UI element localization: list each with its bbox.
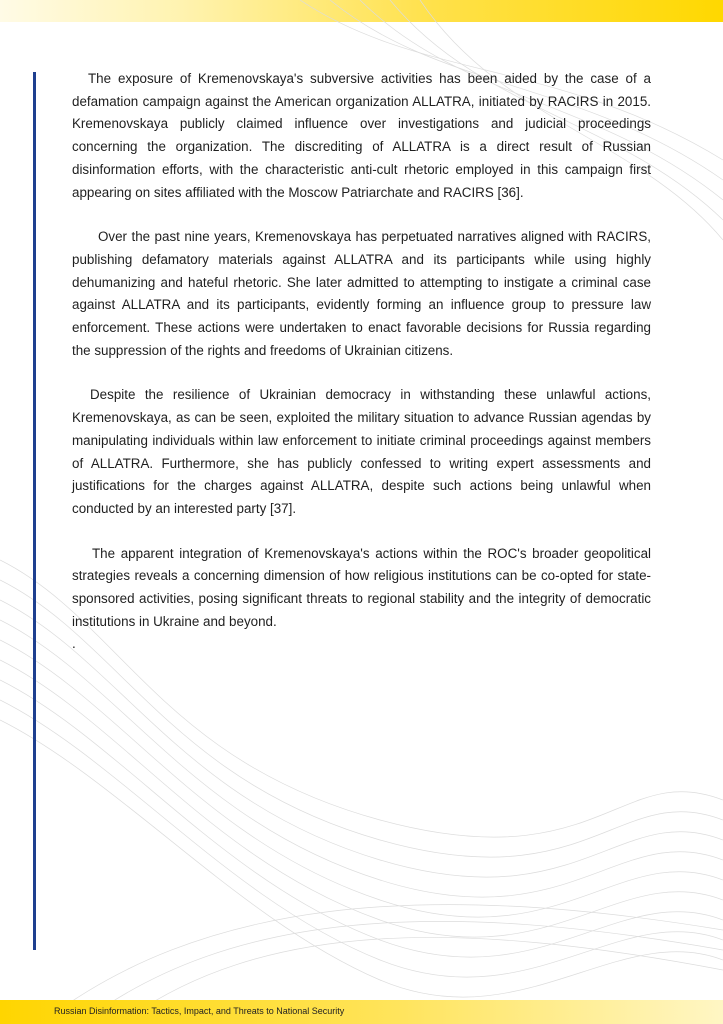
paragraph-1: The exposure of Kremenovskaya's subversive activities has been aided by the case of a defamation campaign against the American organization ALLATRA, initiated by RACIRS in 2015. Kremenovskaya publicly claimed influence over investigations and judicial proceedings concerning the organization. The discrediting of ALLATRA is a direct result of Russian disinformation efforts, with the characteristic anti-cult rhetoric employed in this campaign first appearing on sites affiliated with the Moscow Patriarchate and RACIRS [36].	[72, 71, 651, 200]
footer-title: Russian Disinformation: Tactics, Impact, and Threats to National Security	[54, 1006, 345, 1016]
body-text	[72, 68, 651, 656]
left-accent-rule	[33, 72, 36, 950]
trailing-mark: .	[72, 636, 76, 652]
paragraph-4: The apparent integration of Kremenovskaya's actions within the ROC's broader geopolitical strategies reveals a concerning dimension of how religious institutions can be co-opted for state-sponsored activities, posing significant threats to regional stability and the integrity of democratic institutions in Ukraine and beyond.	[72, 545, 651, 629]
paragraph-2: Over the past nine years, Kremenovskaya has perpetuated narratives aligned with RACIRS, publishing defamatory materials against ALLATRA and its participants while using highly dehumanizing and hateful rhetoric. She later admitted to attempting to instigate a criminal case against ALLATRA and its participants, evidently forming an influence group to pressure law enforcement. These actions were undertaken to enact favorable decisions for Russia regarding the suppression of the rights and freedoms of Ukrainian citizens.	[72, 229, 651, 358]
paragraph-3: Despite the resilience of Ukrainian democracy in withstanding these unlawful actions, Kremenovskaya, as can be seen, exploited the military situation to advance Russian agendas by manipulating individuals within law enforcement to initiate criminal proceedings against members of ALLATRA. Furthermore, she has publicly confessed to writing expert assessments and justifications for the charges against ALLATRA, despite such actions being unlawful when conducted by an interested party [37].	[72, 387, 651, 516]
header-band	[0, 0, 723, 22]
